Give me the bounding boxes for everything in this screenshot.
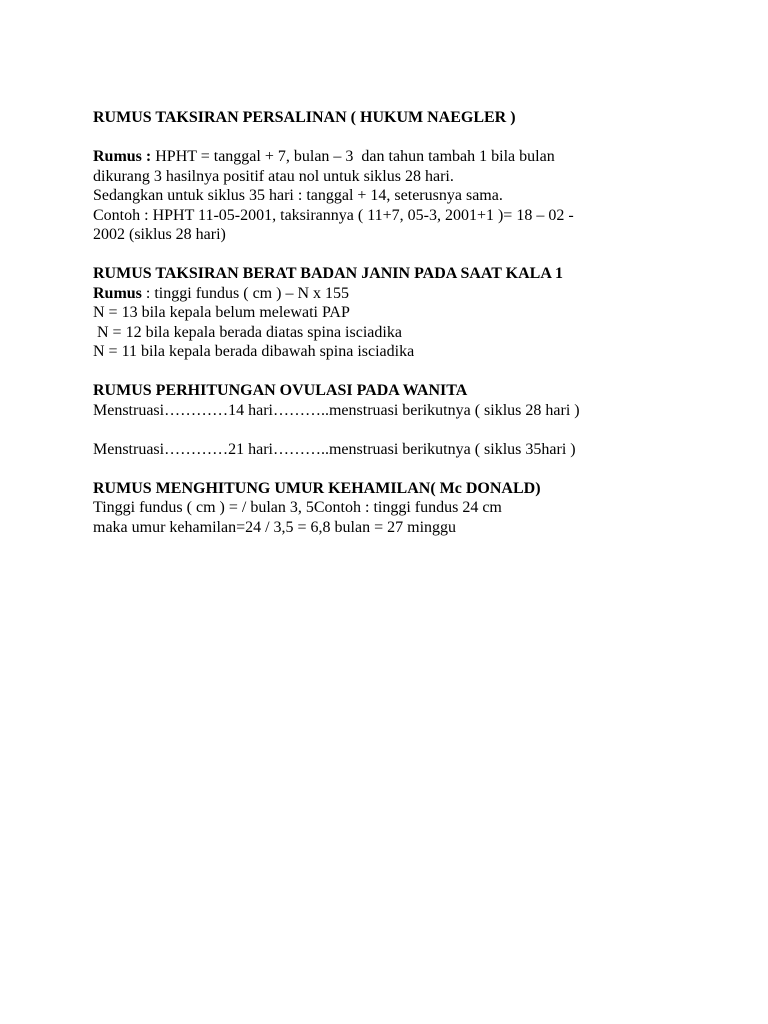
- body-line: 2002 (siklus 28 hari): [93, 226, 226, 243]
- rumus-text: HPHT = tanggal + 7, bulan – 3 dan tahun tambah 1 bila bulan: [151, 148, 555, 165]
- body-line: N = 11 bila kepala berada dibawah spina isciadika: [93, 343, 415, 360]
- body-line: N = 13 bila kepala belum melewati PAP: [93, 304, 350, 321]
- body-line: Menstruasi…………21 hari………..menstruasi berikutnya ( siklus 35hari ): [93, 440, 576, 458]
- spacer: [93, 362, 693, 382]
- section-gestational-age: [93, 479, 693, 538]
- section-heading: RUMUS MENGHITUNG UMUR KEHAMILAN( Mc DONALD): [93, 479, 541, 497]
- rumus-label: Rumus :: [93, 148, 152, 165]
- body-line: maka umur kehamilan=24 / 3,5 = 6,8 bulan = 27 minggu: [93, 518, 457, 536]
- spacer: [93, 245, 693, 265]
- spacer: [93, 420, 693, 440]
- section-heading: RUMUS PERHITUNGAN OVULASI PADA WANITA: [93, 382, 468, 399]
- rumus-label: Rumus: [93, 284, 142, 302]
- section-heading: RUMUS TAKSIRAN BERAT BADAN JANIN PADA SAAT KALA 1: [93, 265, 563, 282]
- document-page: [93, 108, 693, 537]
- body-line: N = 12 bila kepala berada diatas spina isciadika: [93, 323, 402, 341]
- section-heading: RUMUS TAKSIRAN PERSALINAN ( HUKUM NAEGLER ): [93, 109, 516, 126]
- body-line: Sedangkan untuk siklus 35 hari : tanggal + 14, seterusnya sama.: [93, 187, 503, 204]
- rumus-text: : tinggi fundus ( cm ) – N x 155: [141, 284, 349, 302]
- body-line: dikurang 3 hasilnya positif atau nol untuk siklus 28 hari.: [93, 167, 454, 185]
- rumus-line: [93, 147, 693, 167]
- section-ovulation: [93, 381, 693, 459]
- body-line: Contoh : HPHT 11-05-2001, taksirannya ( 11+7, 05-3, 2001+1 )= 18 – 02 -: [93, 206, 574, 224]
- spacer: [93, 128, 693, 148]
- section-naegele: [93, 108, 693, 245]
- spacer: [93, 459, 693, 479]
- body-line: Menstruasi…………14 hari………..menstruasi berikutnya ( siklus 28 hari ): [93, 401, 580, 419]
- body-line: Tinggi fundus ( cm ) = / bulan 3, 5Contoh : tinggi fundus 24 cm: [93, 499, 502, 516]
- section-fetal-weight: [93, 264, 693, 362]
- rumus-line: [93, 284, 693, 304]
